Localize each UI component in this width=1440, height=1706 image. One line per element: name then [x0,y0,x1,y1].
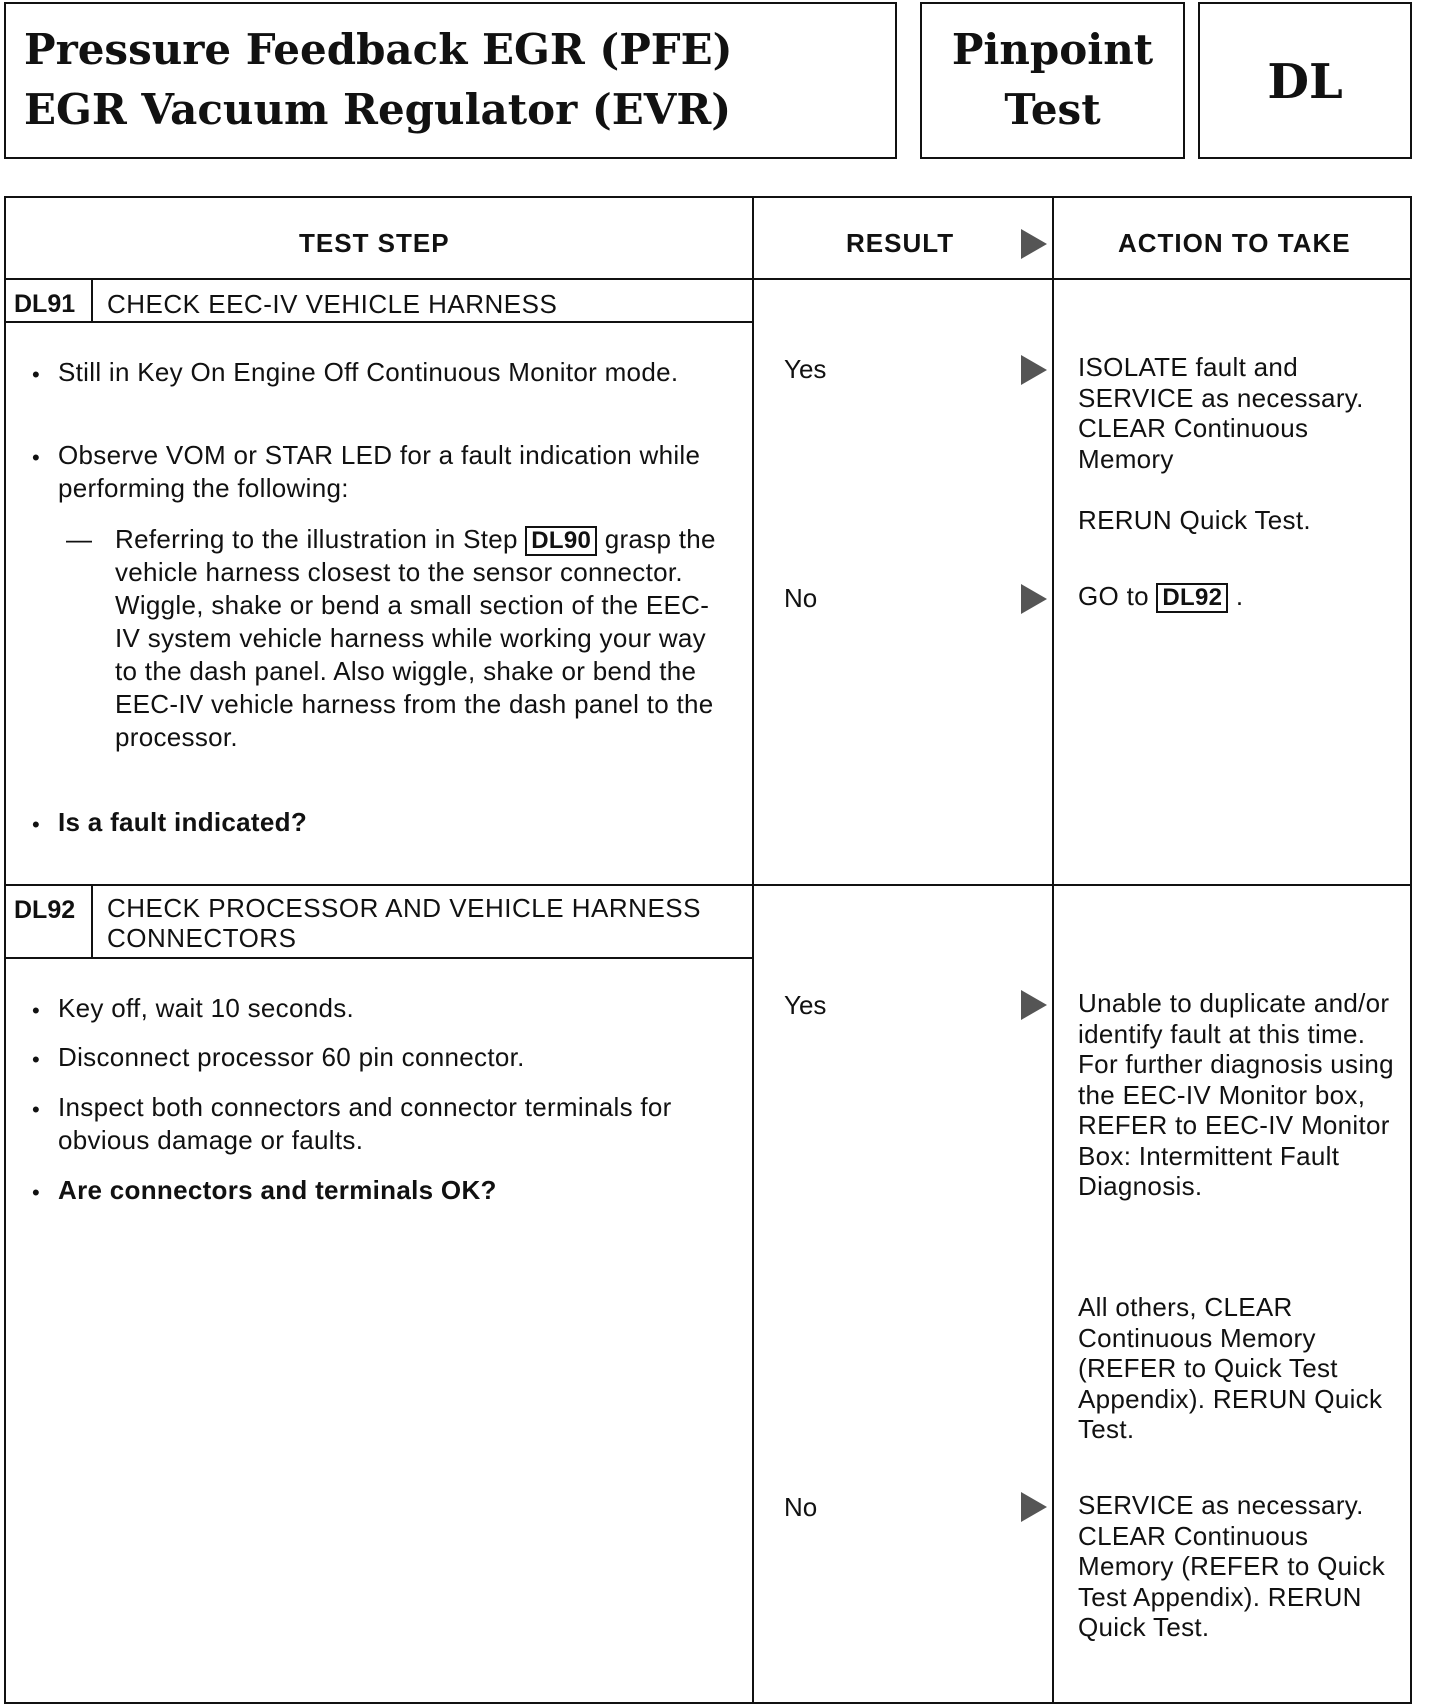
pinpoint-box [920,2,1185,159]
dl91-sub-pre: Referring to the illustration in Step [115,524,518,554]
header-result: RESULT [846,228,955,258]
arrow-right-icon [1021,584,1047,614]
dl91-bullet-2: Observe VOM or STAR LED for a fault indication while performing the following: [58,440,701,503]
dl92-result-yes: Yes [784,990,827,1020]
page-title [24,20,733,140]
step-ref-dl92: DL92 [1156,583,1228,613]
dl92-yes-action: Unable to duplicate and/or identify fault at this time. For further diagnosis using the EEC-IV Monitor box, REFER to EEC-IV Monitor Box: Intermittent Fault Diagnosis. [1078,988,1394,1201]
dl91-no-action [1078,581,1408,613]
arrow-right-icon [1021,1492,1047,1522]
header-test-step: TEST STEP [299,228,450,258]
dl92-no-action: SERVICE as necessary. CLEAR Continuous Memory (REFER to Quick Test Appendix). RERUN Quick Test. [1078,1490,1386,1642]
column-divider-1 [752,196,754,1704]
dl91-no-post: . [1235,581,1244,611]
step-header-underline [4,957,753,959]
step-id-dl91: DL91 [14,290,76,318]
step-header-underline [4,321,753,323]
dl91-result-yes: Yes [784,354,827,384]
column-divider-2 [1052,196,1054,1704]
title-line-2: EGR Vacuum Regulator (EVR) [24,85,732,134]
arrow-right-icon [1021,355,1047,385]
dl92-bullet-3: Inspect both connectors and connector terminals for obvious damage or faults. [58,1092,672,1155]
dl91-sub-post: grasp the vehicle harness closest to the sensor connector. Wiggle, shake or bend a small section of the EEC-IV system vehicle harness while working your way to the dash panel. Also wiggle, shake or bend the EEC-IV vehicle harness from the dash panel to the processor. [115,524,716,752]
dl92-bullet-1: Key off, wait 10 seconds. [58,993,355,1023]
dl91-yes-action-rerun: RERUN Quick Test. [1078,505,1311,535]
dl91-yes-action: ISOLATE fault and SERVICE as necessary. CLEAR Continuous Memory [1078,352,1364,474]
step-id-divider [91,280,93,322]
code-box [1198,2,1412,159]
dl91-result-no: No [784,583,818,613]
dl92-question: Are connectors and terminals OK? [58,1175,497,1205]
bullet-icon: • [32,362,40,387]
dl92-bullet-2: Disconnect processor 60 pin connector. [58,1042,525,1072]
bullet-icon: • [32,1047,40,1072]
step-title-dl91: CHECK EEC-IV VEHICLE HARNESS [107,289,558,319]
bullet-icon: • [32,812,40,837]
step-ref-dl90: DL90 [525,526,597,556]
step-id-dl92: DL92 [14,896,76,924]
pinpoint-line-1: Pinpoint [951,25,1154,74]
arrow-right-icon [1021,229,1047,259]
header-action: ACTION TO TAKE [1118,228,1351,258]
dash-mark: — [66,524,93,554]
row-divider [4,884,1412,886]
header-divider [4,278,1412,280]
dl91-no-pre: GO to [1078,581,1149,611]
bullet-icon: • [32,1180,40,1205]
bullet-icon: • [32,1097,40,1122]
bullet-icon: • [32,998,40,1023]
pinpoint-line-2: Test [1004,85,1101,134]
test-code: DL [1267,54,1343,110]
title-line-1: Pressure Feedback EGR (PFE) [24,25,733,74]
bullet-icon: • [32,445,40,470]
title-box [4,2,897,159]
step-id-divider [91,886,93,958]
dl91-question: Is a fault indicated? [58,807,308,837]
dl91-sub-item [115,523,733,754]
step-title-dl92: CHECK PROCESSOR AND VEHICLE HARNESS CONNECTORS [107,893,701,953]
arrow-right-icon [1021,990,1047,1020]
dl92-yes-action-others: All others, CLEAR Continuous Memory (REFER to Quick Test Appendix). RERUN Quick Test. [1078,1292,1383,1444]
dl92-result-no: No [784,1492,818,1522]
dl91-bullet-1: Still in Key On Engine Off Continuous Monitor mode. [58,357,679,387]
